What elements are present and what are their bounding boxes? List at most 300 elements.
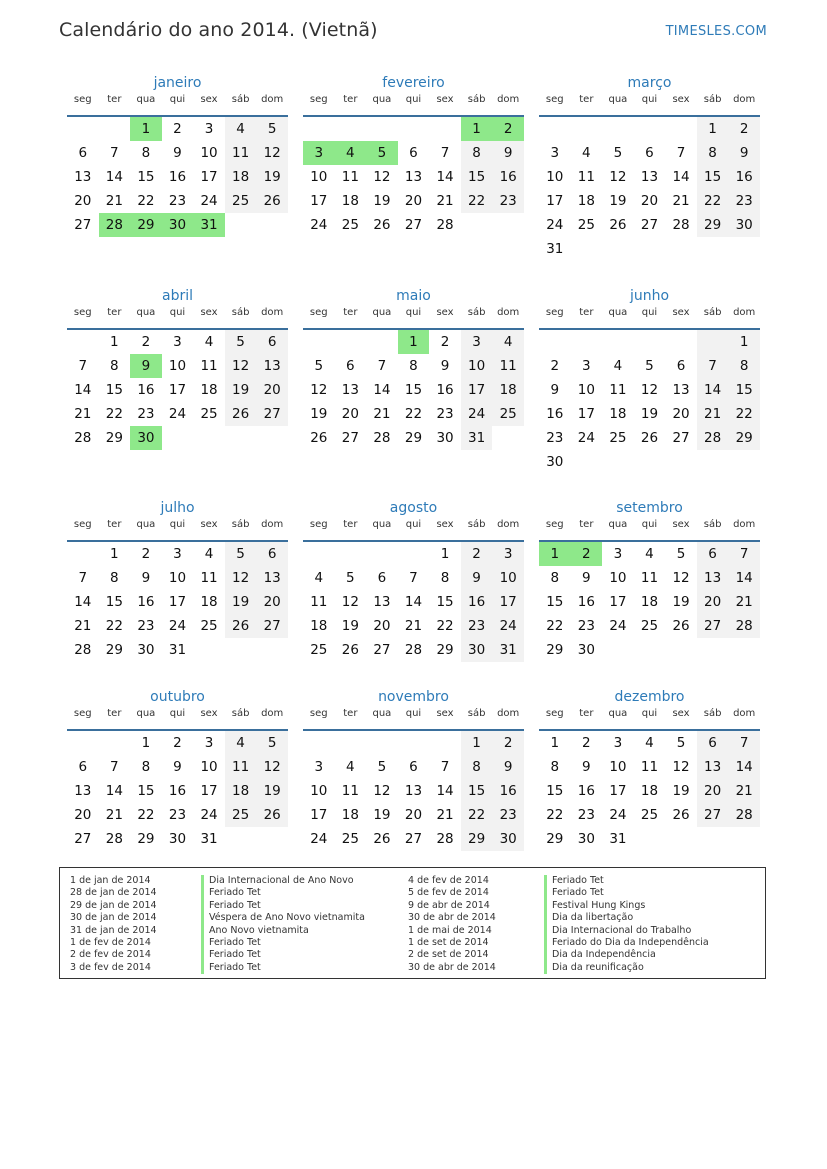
day-cell: 20 xyxy=(640,193,659,209)
month-name: novembro xyxy=(378,689,449,705)
legend-date: 4 de fev de 2014 xyxy=(408,875,489,886)
empty-cell xyxy=(366,730,398,755)
legend-holiday-name: Feriado Tet xyxy=(201,900,365,912)
day-cell: 25 xyxy=(577,217,595,233)
day-cell: 9 xyxy=(492,141,524,165)
day-cell: 9 xyxy=(173,145,182,161)
weekday-header: qua xyxy=(130,519,162,541)
day-cell: 27 xyxy=(404,217,423,233)
day-cell: 12 xyxy=(373,783,391,799)
empty-cell xyxy=(602,116,634,141)
empty-cell xyxy=(634,827,666,851)
day-cell: 3 xyxy=(461,329,493,354)
day-cell: 9 xyxy=(130,354,162,378)
day-cell: 11 xyxy=(310,594,328,610)
day-cell: 13 xyxy=(697,566,729,590)
day-cell: 26 xyxy=(609,217,627,233)
weekday-header: sex xyxy=(665,519,697,541)
month-name: setembro xyxy=(616,500,683,516)
day-cell: 28 xyxy=(672,217,690,233)
day-cell: 16 xyxy=(461,590,493,614)
day-cell: 14 xyxy=(728,755,760,779)
month-março xyxy=(539,72,760,261)
month-name: março xyxy=(627,75,672,91)
weekday-header: qua xyxy=(602,94,634,116)
weekday-header: qui xyxy=(634,519,666,541)
weekday-header: sáb xyxy=(697,708,729,730)
day-cell: 21 xyxy=(404,618,423,634)
day-cell: 15 xyxy=(697,165,729,189)
empty-cell xyxy=(256,426,288,450)
empty-cell xyxy=(335,329,367,354)
day-cell: 26 xyxy=(672,807,690,823)
empty-cell xyxy=(303,730,335,755)
day-cell: 23 xyxy=(492,803,524,827)
day-cell: 27 xyxy=(697,803,729,827)
day-cell: 23 xyxy=(492,189,524,213)
day-cell: 25 xyxy=(225,803,257,827)
day-cell: 22 xyxy=(546,807,564,823)
day-cell: 17 xyxy=(461,378,493,402)
day-cell: 15 xyxy=(728,378,760,402)
day-cell: 24 xyxy=(310,217,328,233)
day-cell: 29 xyxy=(697,213,729,237)
day-cell: 18 xyxy=(200,594,218,610)
empty-cell xyxy=(398,541,430,566)
month-fevereiro xyxy=(303,72,524,237)
weekday-header: qui xyxy=(162,94,194,116)
day-cell: 11 xyxy=(200,358,218,374)
day-cell: 1 xyxy=(697,116,729,141)
empty-cell xyxy=(225,426,257,450)
day-cell: 9 xyxy=(461,566,493,590)
empty-cell xyxy=(225,638,257,662)
empty-cell xyxy=(492,426,524,450)
day-cell: 28 xyxy=(105,831,123,847)
weekday-header: ter xyxy=(571,708,603,730)
empty-cell xyxy=(634,638,666,662)
day-cell: 6 xyxy=(377,570,387,586)
day-cell: 7 xyxy=(409,570,418,586)
day-cell: 17 xyxy=(200,783,218,799)
day-cell: 19 xyxy=(310,406,328,422)
day-cell: 12 xyxy=(609,169,627,185)
weekday-header: sáb xyxy=(461,708,493,730)
day-cell: 20 xyxy=(672,406,690,422)
day-cell: 16 xyxy=(436,382,454,398)
day-cell: 11 xyxy=(640,759,659,775)
weekday-header: qua xyxy=(366,519,398,541)
day-cell: 17 xyxy=(546,193,564,209)
day-cell: 15 xyxy=(105,594,123,610)
day-cell: 24 xyxy=(609,618,627,634)
day-cell: 31 xyxy=(461,426,493,450)
day-cell: 14 xyxy=(436,169,454,185)
day-cell: 16 xyxy=(728,165,760,189)
day-cell: 13 xyxy=(672,382,690,398)
legend-holiday-name: Feriado do Dia da Independência xyxy=(544,937,709,949)
day-cell: 29 xyxy=(105,642,123,658)
legend-holiday-name: Feriado Tet xyxy=(201,949,365,961)
weekday-header: ter xyxy=(571,307,603,329)
day-cell: 23 xyxy=(137,406,155,422)
day-cell: 6 xyxy=(645,145,654,161)
day-cell: 8 xyxy=(440,570,450,586)
day-cell: 16 xyxy=(492,165,524,189)
day-cell: 21 xyxy=(728,590,760,614)
day-cell: 9 xyxy=(440,358,450,374)
weekday-header: qui xyxy=(398,708,430,730)
day-cell: 9 xyxy=(492,755,524,779)
day-cell: 5 xyxy=(225,541,257,566)
legend-holiday-name: Feriado Tet xyxy=(201,937,365,949)
day-cell: 20 xyxy=(256,378,288,402)
empty-cell xyxy=(697,827,729,851)
weekday-header: qua xyxy=(602,519,634,541)
legend-date: 1 de fev de 2014 xyxy=(70,936,151,948)
weekday-header: sex xyxy=(665,708,697,730)
brand-link[interactable]: TIMESLES.COM xyxy=(665,24,767,39)
empty-cell xyxy=(634,237,666,261)
weekday-header: seg xyxy=(539,94,571,116)
day-cell: 10 xyxy=(609,570,627,586)
day-cell: 26 xyxy=(640,430,659,446)
weekday-header: dom xyxy=(256,94,288,116)
day-cell: 7 xyxy=(728,541,760,566)
weekday-header: dom xyxy=(492,519,524,541)
day-cell: 25 xyxy=(310,642,328,658)
day-cell: 26 xyxy=(225,614,257,638)
weekday-header: ter xyxy=(99,94,131,116)
day-cell: 20 xyxy=(373,618,391,634)
day-cell: 14 xyxy=(672,169,690,185)
weekday-header: qua xyxy=(366,307,398,329)
day-cell: 3 xyxy=(492,541,524,566)
legend-date: 3 de fev de 2014 xyxy=(70,961,151,973)
day-cell: 11 xyxy=(577,169,595,185)
day-cell: 22 xyxy=(546,618,564,634)
day-cell: 19 xyxy=(225,378,257,402)
day-cell: 21 xyxy=(672,193,690,209)
day-cell: 26 xyxy=(672,618,690,634)
empty-cell xyxy=(335,116,367,141)
day-cell: 5 xyxy=(676,546,686,562)
day-cell: 14 xyxy=(404,594,423,610)
day-cell: 25 xyxy=(640,807,659,823)
weekday-header: qui xyxy=(398,519,430,541)
day-cell: 7 xyxy=(440,759,450,775)
day-cell: 31 xyxy=(492,638,524,662)
weekday-header: ter xyxy=(99,519,131,541)
day-cell: 3 xyxy=(314,759,324,775)
day-cell: 26 xyxy=(256,803,288,827)
day-cell: 12 xyxy=(256,141,288,165)
day-cell: 9 xyxy=(582,570,591,586)
month-novembro xyxy=(303,686,524,851)
day-cell: 18 xyxy=(577,193,595,209)
month-name: dezembro xyxy=(614,689,685,705)
day-cell: 3 xyxy=(204,735,214,751)
month-name: agosto xyxy=(389,500,438,516)
day-cell: 6 xyxy=(256,541,288,566)
day-cell: 16 xyxy=(168,169,187,185)
day-cell: 16 xyxy=(168,783,187,799)
day-cell: 5 xyxy=(225,329,257,354)
weekday-header: sáb xyxy=(461,519,493,541)
weekday-header: dom xyxy=(728,519,760,541)
weekday-header: qua xyxy=(602,708,634,730)
day-cell: 1 xyxy=(130,116,162,141)
day-cell: 15 xyxy=(105,382,123,398)
day-cell: 29 xyxy=(728,426,760,450)
day-cell: 12 xyxy=(640,382,659,398)
empty-cell xyxy=(492,213,524,237)
day-cell: 14 xyxy=(105,169,123,185)
legend-names-left xyxy=(201,875,365,974)
day-cell: 11 xyxy=(640,570,659,586)
day-cell: 22 xyxy=(461,189,493,213)
weekday-header: sex xyxy=(193,519,225,541)
weekday-header: sex xyxy=(665,94,697,116)
day-cell: 2 xyxy=(173,735,182,751)
month-setembro xyxy=(539,497,760,662)
day-cell: 24 xyxy=(546,217,564,233)
empty-cell xyxy=(366,116,398,141)
day-cell: 22 xyxy=(461,803,493,827)
day-cell: 4 xyxy=(582,145,591,161)
weekday-header: ter xyxy=(335,94,367,116)
day-cell: 14 xyxy=(436,783,454,799)
empty-cell xyxy=(256,213,288,237)
legend-holiday-name: Véspera de Ano Novo vietnamita xyxy=(201,912,365,924)
weekday-header: dom xyxy=(492,708,524,730)
day-cell: 24 xyxy=(310,831,328,847)
legend-date: 5 de fev de 2014 xyxy=(408,887,489,899)
weekday-header: seg xyxy=(303,519,335,541)
day-cell: 28 xyxy=(728,614,760,638)
empty-cell xyxy=(634,116,666,141)
weekday-header: sáb xyxy=(225,708,257,730)
weekday-header: qui xyxy=(162,708,194,730)
day-cell: 8 xyxy=(141,759,151,775)
day-cell: 5 xyxy=(676,735,686,751)
weekday-header: dom xyxy=(728,307,760,329)
day-cell: 7 xyxy=(697,354,729,378)
day-cell: 19 xyxy=(341,618,359,634)
empty-cell xyxy=(665,450,697,474)
empty-cell xyxy=(634,450,666,474)
weekday-header: ter xyxy=(99,307,131,329)
day-cell: 1 xyxy=(461,116,493,141)
weekday-header: qua xyxy=(130,708,162,730)
day-cell: 3 xyxy=(613,546,623,562)
empty-cell xyxy=(665,827,697,851)
day-cell: 18 xyxy=(492,378,524,402)
day-cell: 7 xyxy=(110,759,119,775)
weekday-header: sex xyxy=(429,307,461,329)
empty-cell xyxy=(303,541,335,566)
day-cell: 27 xyxy=(74,217,92,233)
day-cell: 24 xyxy=(168,406,187,422)
legend-holiday-name: Dia da libertação xyxy=(544,912,709,924)
weekday-header: seg xyxy=(303,307,335,329)
day-cell: 13 xyxy=(256,566,288,590)
day-cell: 15 xyxy=(546,594,564,610)
legend-date: 1 de mai de 2014 xyxy=(408,924,492,936)
weekday-header: ter xyxy=(571,519,603,541)
day-cell: 26 xyxy=(256,189,288,213)
day-cell: 30 xyxy=(546,454,564,470)
weekday-header: sex xyxy=(193,307,225,329)
day-cell: 6 xyxy=(346,358,355,374)
day-cell: 7 xyxy=(728,730,760,755)
day-cell: 16 xyxy=(577,594,595,610)
day-cell: 26 xyxy=(341,642,359,658)
day-cell: 14 xyxy=(74,594,92,610)
day-cell: 23 xyxy=(546,430,564,446)
month-janeiro xyxy=(67,72,288,237)
day-cell: 6 xyxy=(409,145,418,161)
day-cell: 10 xyxy=(310,169,328,185)
day-cell: 12 xyxy=(672,570,690,586)
day-cell: 6 xyxy=(78,145,88,161)
empty-cell xyxy=(429,116,461,141)
day-cell: 27 xyxy=(640,217,659,233)
day-cell: 18 xyxy=(225,165,257,189)
empty-cell xyxy=(571,116,603,141)
empty-cell xyxy=(335,541,367,566)
day-cell: 10 xyxy=(609,759,627,775)
day-cell: 29 xyxy=(546,642,564,658)
day-cell: 30 xyxy=(728,213,760,237)
day-cell: 23 xyxy=(577,807,595,823)
day-cell: 8 xyxy=(550,759,560,775)
empty-cell xyxy=(303,329,335,354)
day-cell: 11 xyxy=(341,783,359,799)
day-cell: 25 xyxy=(492,402,524,426)
day-cell: 19 xyxy=(256,165,288,189)
empty-cell xyxy=(366,541,398,566)
weekday-header: ter xyxy=(335,307,367,329)
empty-cell xyxy=(99,730,131,755)
weekday-header: qui xyxy=(398,307,430,329)
empty-cell xyxy=(571,450,603,474)
legend-date: 30 de abr de 2014 xyxy=(408,912,496,924)
day-cell: 17 xyxy=(310,193,328,209)
weekday-header: dom xyxy=(256,708,288,730)
weekday-header: qua xyxy=(130,307,162,329)
day-cell: 17 xyxy=(310,807,328,823)
weekday-header: sex xyxy=(429,519,461,541)
day-cell: 26 xyxy=(310,430,328,446)
day-cell: 7 xyxy=(377,358,387,374)
day-cell: 18 xyxy=(310,618,328,634)
empty-cell xyxy=(67,541,99,566)
weekday-header: qui xyxy=(162,519,194,541)
day-cell: 3 xyxy=(303,141,335,165)
weekday-header: sex xyxy=(193,94,225,116)
day-cell: 2 xyxy=(440,334,450,350)
day-cell: 19 xyxy=(672,783,690,799)
weekday-header: seg xyxy=(539,708,571,730)
day-cell: 21 xyxy=(436,807,454,823)
day-cell: 21 xyxy=(728,779,760,803)
empty-cell xyxy=(697,237,729,261)
day-cell: 26 xyxy=(373,217,391,233)
day-cell: 20 xyxy=(404,807,423,823)
empty-cell xyxy=(665,237,697,261)
day-cell: 17 xyxy=(492,590,524,614)
day-cell: 2 xyxy=(461,541,493,566)
legend-date: 2 de fev de 2014 xyxy=(70,949,151,961)
day-cell: 11 xyxy=(225,755,257,779)
day-cell: 2 xyxy=(492,116,524,141)
day-cell: 6 xyxy=(697,541,729,566)
month-julho xyxy=(67,497,288,662)
weekday-header: sáb xyxy=(461,94,493,116)
day-cell: 23 xyxy=(168,807,187,823)
day-cell: 9 xyxy=(141,570,151,586)
legend-date: 30 de abr de 2014 xyxy=(408,961,496,973)
day-cell: 27 xyxy=(256,402,288,426)
day-cell: 10 xyxy=(168,358,187,374)
legend-date: 9 de abr de 2014 xyxy=(408,899,490,911)
day-cell: 24 xyxy=(200,193,218,209)
day-cell: 18 xyxy=(225,779,257,803)
day-cell: 18 xyxy=(640,594,659,610)
month-maio xyxy=(303,285,524,450)
weekday-header: qui xyxy=(398,94,430,116)
day-cell: 9 xyxy=(550,382,560,398)
empty-cell xyxy=(728,237,760,261)
empty-cell xyxy=(366,329,398,354)
day-cell: 22 xyxy=(105,406,123,422)
legend-holiday-name: Feriado Tet xyxy=(544,875,709,887)
empty-cell xyxy=(539,116,571,141)
empty-cell xyxy=(256,638,288,662)
day-cell: 15 xyxy=(436,594,454,610)
day-cell: 6 xyxy=(78,759,88,775)
weekday-header: seg xyxy=(67,708,99,730)
day-cell: 2 xyxy=(141,546,151,562)
day-cell: 30 xyxy=(577,831,595,847)
day-cell: 20 xyxy=(74,807,92,823)
day-cell: 31 xyxy=(200,831,218,847)
day-cell: 28 xyxy=(436,217,454,233)
legend-holiday-name: Dia Internacional do Trabalho xyxy=(544,925,709,937)
day-cell: 10 xyxy=(492,566,524,590)
empty-cell xyxy=(602,237,634,261)
day-cell: 2 xyxy=(728,116,760,141)
day-cell: 16 xyxy=(137,594,155,610)
day-cell: 1 xyxy=(141,735,151,751)
empty-cell xyxy=(429,730,461,755)
month-abril xyxy=(67,285,288,450)
day-cell: 18 xyxy=(341,807,359,823)
day-cell: 5 xyxy=(256,730,288,755)
day-cell: 4 xyxy=(492,329,524,354)
empty-cell xyxy=(335,730,367,755)
day-cell: 15 xyxy=(461,165,493,189)
day-cell: 10 xyxy=(461,354,493,378)
legend-holiday-name: Festival Hung Kings xyxy=(544,900,709,912)
day-cell: 21 xyxy=(373,406,391,422)
day-cell: 15 xyxy=(546,783,564,799)
day-cell: 17 xyxy=(168,382,187,398)
day-cell: 14 xyxy=(697,378,729,402)
day-cell: 22 xyxy=(137,193,155,209)
empty-cell xyxy=(398,116,430,141)
